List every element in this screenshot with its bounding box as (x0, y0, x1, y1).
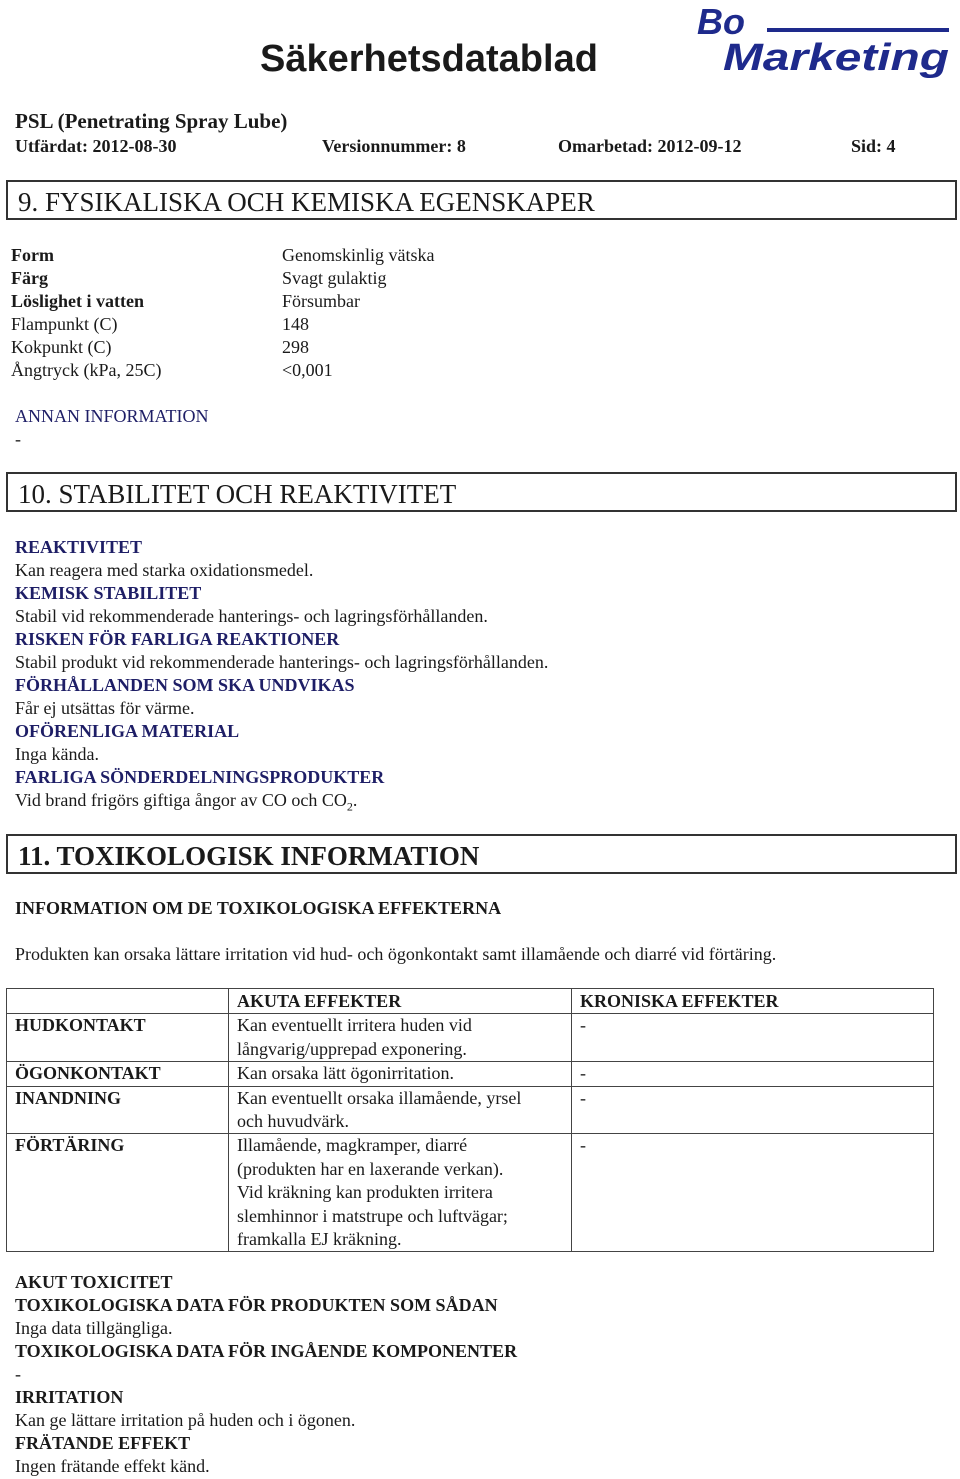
reactivity-text: Kan reagera med starka oxidationsmedel. (15, 560, 314, 580)
chronic-effect: - (572, 1086, 934, 1134)
decomposition-text-end: . (352, 790, 358, 810)
section-10-heading-box (6, 472, 957, 512)
decomposition-products-heading: FARLIGA SÖNDERDELNINGSPRODUKTER (15, 767, 385, 787)
logo-bo-text: Bo (697, 1, 745, 42)
property-label: Flampunkt (C) (11, 314, 118, 334)
incompatible-materials-heading: OFÖRENLIGA MATERIAL (15, 721, 240, 741)
chemical-stability-text: Stabil vid rekommenderade hanterings- och lagringsförhållanden. (15, 606, 488, 626)
chronic-effect: - (572, 1062, 934, 1086)
acute-effect-line: Kan orsaka lätt ögonirritation. (237, 1063, 454, 1084)
acute-effect-line: Kan eventuellt orsaka illamående, yrsel (237, 1087, 522, 1108)
table-header-row (7, 989, 934, 1014)
acute-effect (229, 1086, 572, 1134)
version-number: Versionnummer: 8 (322, 136, 466, 156)
decomposition-text-subscript: 2 (346, 799, 353, 814)
component-tox-data-text: - (15, 1364, 21, 1384)
logo-marketing-text: Marketing (723, 37, 949, 79)
property-value: Svagt gulaktig (282, 268, 387, 288)
logo-rule (767, 28, 949, 32)
property-value: 148 (282, 314, 309, 334)
route-label: INANDNING (7, 1086, 229, 1134)
decomposition-text-main: Vid brand frigörs giftiga ångor av CO och CO (15, 790, 347, 810)
corrosive-effect-text: Ingen frätande effekt känd. (15, 1456, 210, 1476)
table-header-chronic: KRONISKA EFFEKTER (572, 989, 934, 1014)
section-9-heading: 9. FYSIKALISKA OCH KEMISKA EGENSKAPER (18, 187, 595, 217)
section-11-heading-box (6, 834, 957, 874)
property-label: Form (11, 245, 54, 265)
acute-effect-line: Kan eventuellt irritera huden vid (237, 1015, 472, 1036)
table-header-empty (7, 989, 229, 1014)
acute-effect-line: Illamående, magkramper, diarré (237, 1135, 468, 1156)
acute-effect-line: och huvudvärk. (237, 1111, 349, 1132)
document-title: Säkerhetsdatablad (260, 38, 598, 80)
issued-date: Utfärdat: 2012-08-30 (15, 136, 177, 156)
property-label: Färg (11, 268, 48, 288)
page-number: Sid: 4 (851, 136, 896, 156)
product-tox-data-heading: TOXIKOLOGISKA DATA FÖR PRODUKTEN SOM SÅDAN (15, 1295, 498, 1315)
acute-effect-line: (produkten har en laxerande verkan). (237, 1158, 504, 1179)
incompatible-materials-text: Inga kända. (15, 744, 99, 764)
property-value: 298 (282, 337, 309, 357)
property-label: Löslighet i vatten (11, 291, 144, 311)
other-information-text: - (15, 429, 21, 449)
section-9-heading-box (6, 180, 957, 220)
toxicology-intro: Produkten kan orsaka lättare irritation vid hud- och ögonkontakt samt illamående och diarré vid förtäring. (15, 944, 777, 964)
conditions-to-avoid-heading: FÖRHÅLLANDEN SOM SKA UNDVIKAS (15, 675, 355, 695)
acute-effect-line: framkalla EJ kräkning. (237, 1229, 402, 1250)
property-value: <0,001 (282, 360, 333, 380)
route-label: HUDKONTAKT (7, 1014, 229, 1062)
product-tox-data-text: Inga data tillgängliga. (15, 1318, 173, 1338)
acute-effect-line: slemhinnor i matstrupe och luftvägar; (237, 1205, 508, 1226)
section-11-heading: 11. TOXIKOLOGISK INFORMATION (18, 841, 480, 871)
chronic-effect: - (572, 1134, 934, 1252)
irritation-text: Kan ge lättare irritation på huden och i ögonen. (15, 1410, 356, 1430)
hazardous-reactions-heading: RISKEN FÖR FARLIGA REAKTIONER (15, 629, 340, 649)
chronic-effect: - (572, 1014, 934, 1062)
table-row (7, 1134, 934, 1252)
property-value: Försumbar (282, 291, 360, 311)
acute-effect (229, 1062, 572, 1086)
decomposition-products-text (15, 789, 357, 818)
component-tox-data-heading: TOXIKOLOGISKA DATA FÖR INGÅENDE KOMPONENTER (15, 1341, 518, 1361)
acute-effect (229, 1134, 572, 1252)
property-label: Ångtryck (kPa, 25C) (11, 360, 162, 380)
reactivity-heading: REAKTIVITET (15, 537, 143, 557)
acute-effect-line: Vid kräkning kan produkten irritera (237, 1182, 493, 1203)
route-label: FÖRTÄRING (7, 1134, 229, 1252)
hazardous-reactions-text: Stabil produkt vid rekommenderade hanterings- och lagringsförhållanden. (15, 652, 549, 672)
corrosive-effect-heading: FRÄTANDE EFFEKT (15, 1433, 191, 1453)
toxicological-effects-heading: INFORMATION OM DE TOXIKOLOGISKA EFFEKTERNA (15, 898, 502, 918)
table-row (7, 1014, 934, 1062)
table-row (7, 1062, 934, 1086)
property-value: Genomskinlig vätska (282, 245, 435, 265)
effects-table (6, 988, 934, 1252)
route-label: ÖGONKONTAKT (7, 1062, 229, 1086)
bo-marketing-logo (695, 0, 955, 80)
conditions-to-avoid-text: Får ej utsättas för värme. (15, 698, 195, 718)
irritation-heading: IRRITATION (15, 1387, 124, 1407)
table-header-acute: AKUTA EFFEKTER (229, 989, 572, 1014)
property-label: Kokpunkt (C) (11, 337, 112, 357)
other-information-heading: ANNAN INFORMATION (15, 406, 209, 426)
section-10-heading: 10. STABILITET OCH REAKTIVITET (18, 479, 457, 509)
chemical-stability-heading: KEMISK STABILITET (15, 583, 202, 603)
table-row (7, 1086, 934, 1134)
acute-effect (229, 1014, 572, 1062)
acute-toxicity-heading: AKUT TOXICITET (15, 1272, 173, 1292)
acute-effect-line: långvarig/upprepad exponering. (237, 1038, 467, 1059)
revised-date: Omarbetad: 2012-09-12 (558, 136, 742, 156)
product-name: PSL (Penetrating Spray Lube) (15, 109, 288, 133)
